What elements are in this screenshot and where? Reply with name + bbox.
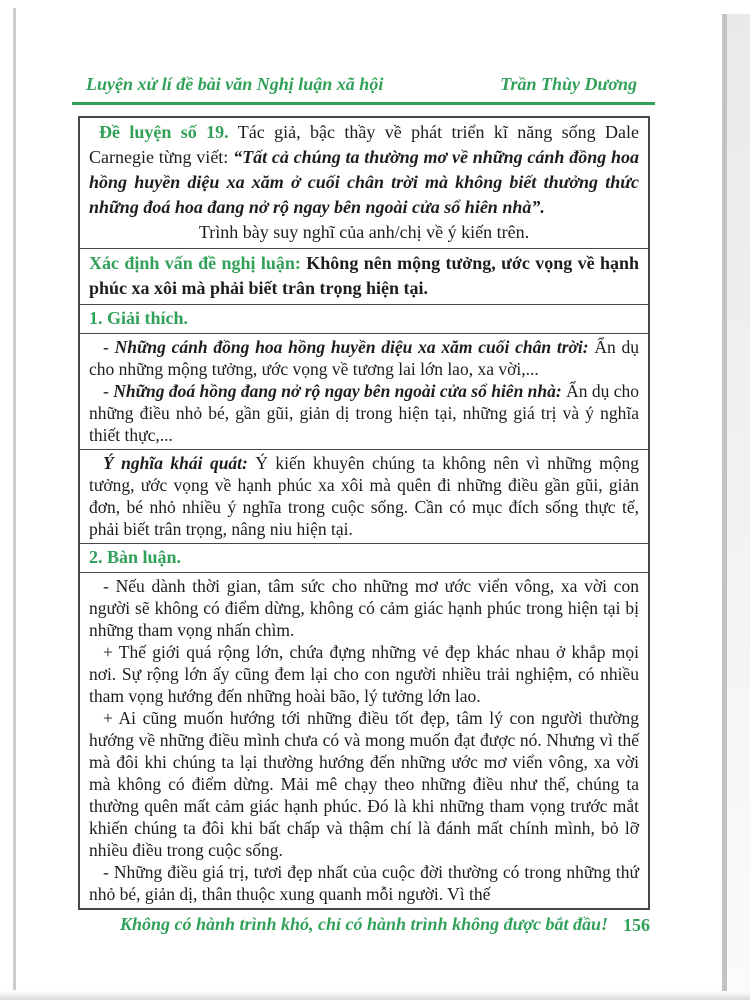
footer-page-number: 156 <box>623 915 650 935</box>
exercise-number-label: Đề luyện số 19. <box>99 122 229 142</box>
summary-row <box>80 449 648 543</box>
summary-label: Ý nghĩa khái quát: <box>103 453 256 473</box>
explanation-title-row <box>80 304 648 333</box>
running-head <box>86 74 637 95</box>
discussion-paragraph: + Ai cũng muốn hướng tới những điều tốt đẹp, tâm lý con người thường hướng về những điều mình chưa có và mong muốn đạt được nó. Nhưng vì thế mà đôi khi chúng ta lại thường hướng đến những ước mơ viển vông, xa vời mà không có điểm dừng. Mải mê chạy theo những điều như thế, chúng ta thường quên mất cảm giác hạnh phúc. Đó là khi những tham vọng trước mắt khiến chúng ta đôi khi bất chấp và thậm chí là đánh mất chính mình, bỏ lỡ nhiều điều trong cuộc sống. <box>89 708 639 860</box>
thesis-text: Không nên mộng tưởng, ước vọng về hạnh phúc xa xôi mà phải biết trân trọng hiện tại. <box>89 253 639 298</box>
explanation-term: Những đoá hồng đang nở rộ ngay bên ngoài cửa sổ hiên nhà: <box>113 381 562 401</box>
summary-text: Ý kiến khuyên chúng ta không nên vì những mộng tưởng, ước vọng về hạnh phúc xa xôi mà quên đi những điều gần gũi, giản đơn, bé nhỏ nhiều ý nghĩa trong cuộc sống. Cần có mục đích sống thực tế, phải biết trân trọng, nâng niu hiện tại. <box>89 453 639 539</box>
explanation-term: Những cánh đồng hoa hồng huyền diệu xa xăm cuối chân trời: <box>114 337 589 357</box>
discussion-row <box>80 572 648 908</box>
discussion-title: 2. Bàn luận. <box>89 547 182 567</box>
explanation-definition: Ẩn dụ cho những mộng tưởng, ước vọng về tương lai lớn lao, xa vời,... <box>89 337 639 379</box>
explanation-definition: Ẩn dụ cho những điều nhỏ bé, gần gũi, giản dị trong hiện tại, những giá trị và ý nghĩa thiết thực,... <box>89 381 639 445</box>
page-footer <box>78 914 650 940</box>
page-edge-right-shadow <box>727 14 750 1000</box>
thesis-row <box>80 248 648 304</box>
worksheet-table <box>78 116 650 910</box>
prompt-row <box>80 118 648 248</box>
explanation-row <box>80 333 648 449</box>
header-rule <box>72 102 655 105</box>
prompt-task: Trình bày suy nghĩ của anh/chị về ý kiến trên. <box>198 222 530 242</box>
prompt-paragraph <box>89 120 639 220</box>
bullet: - <box>103 337 115 357</box>
explanation-item <box>89 336 639 380</box>
running-head-title: Luyện xử lí đề bài văn Nghị luận xã hội <box>86 74 384 94</box>
summary-paragraph <box>89 452 639 540</box>
discussion-paragraph: - Nếu dành thời gian, tâm sức cho những mơ ước viển vông, xa vời con người sẽ không có điểm dừng, không có cảm giác hạnh phúc trong hiện tại bị những tham vọng nhấn chìm. <box>89 576 639 640</box>
footer-motto: Không có hành trình khó, chỉ có hành trình không được bắt đầu! <box>119 914 609 934</box>
discussion-paragraph: - Những điều giá trị, tươi đẹp nhất của cuộc đời thường có trong những thứ nhỏ bé, giản dị, thân thuộc xung quanh mỗi người. Vì thế <box>89 862 639 904</box>
prompt-quote: “Tất cả chúng ta thường mơ về những cánh đồng hoa hồng huyền diệu xa xăm ở cuối chân trời mà không biết thưởng thức những đoá hoa đang nở rộ ngay bên ngoài cửa sổ hiên nhà”. <box>89 147 640 217</box>
thesis-label: Xác định vấn đề nghị luận: <box>89 253 307 273</box>
prompt-intro: Tác giả, bậc thầy về phát triển kĩ năng sống Dale Carnegie từng viết: <box>89 122 639 167</box>
page-edge-left <box>13 8 16 990</box>
discussion-paragraph: + Thế giới quá rộng lớn, chứa đựng những vẻ đẹp khác nhau ở khắp mọi nơi. Sự rộng lớn ấy cũng đem lại cho con người nhiều trải nghiệm, có nhiều tham vọng hướng đến những hoài bão, lý tưởng lớn lao. <box>89 642 639 706</box>
bullet: - <box>103 381 114 401</box>
explanation-item <box>89 380 639 446</box>
running-head-author: Trần Thùy Dương <box>500 74 637 94</box>
explanation-title: 1. Giải thích. <box>89 308 189 328</box>
page-edge-bottom-shadow <box>0 991 750 1000</box>
discussion-title-row <box>80 543 648 572</box>
